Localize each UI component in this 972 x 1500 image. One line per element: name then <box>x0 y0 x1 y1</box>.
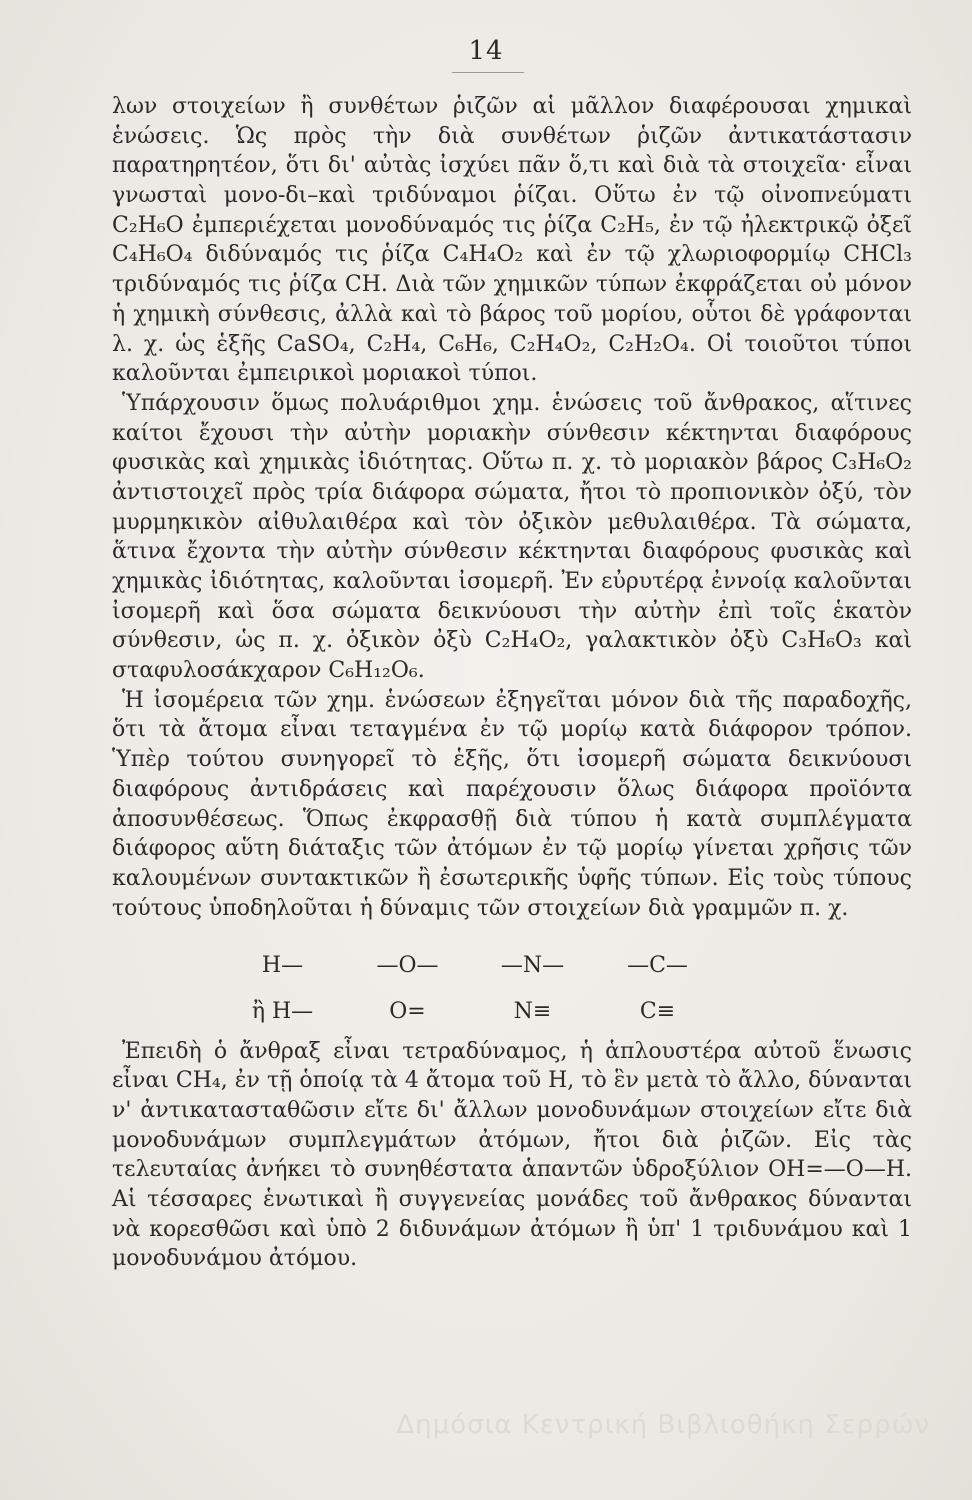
structure-row-multiple-bonds <box>220 993 720 1031</box>
structure-row-single-bonds <box>220 933 720 993</box>
page-number: 14 <box>468 36 504 66</box>
valence-structure-table <box>220 933 720 1030</box>
structure-carbon: —C— <box>627 953 688 979</box>
body-text <box>112 92 912 1274</box>
paragraph-structural-formulas: Ἡ ἰσομέρεια τῶν χημ. ἑνώσεων ἐξηγεῖται μόνον διὰ τῆς παραδοχῆς, ὅτι τὰ ἄτομα εἶναι τεταγμένα ἐν τῷ μορίῳ κατὰ διάφορον τρόπον. Ὑπὲρ τούτου συνηγορεῖ τὸ ἑξῆς, ὅτι ἰσομερῆ σώματα δεικνύουσι διαφόρους ἀντιδράσεις καὶ παρέχουσιν ὅλως διάφορα προϊόντα ἀποσυνθέσεως. Ὅπως ἐκφρασθῇ διὰ τύπου ἡ κατὰ συμπλέγματα διάφορος αὕτη διάταξις τῶν ἀτόμων ἐν τῷ μορίῳ γίνεται χρῆσις τῶν καλουμένων συντακτικῶν ἢ ἐσωτερικῆς ὑφῆς τύπων. Εἰς τοὺς τύπους τούτους ὑποδηλοῦται ἡ δύναμις τῶν στοιχείων διὰ γραμμῶν π. χ. <box>112 687 912 921</box>
structure-oxygen: —O— <box>376 953 439 979</box>
page-number-rule <box>452 72 524 73</box>
structure-nitrogen-triple: N≡ <box>513 998 552 1024</box>
structure-carbon-triple: C≡ <box>639 998 676 1024</box>
structure-hydrogen-alt: ἢ H— <box>251 998 314 1024</box>
library-watermark: Δημόσια Κεντρική Βιβλιοθήκη Σερρών <box>396 1410 930 1440</box>
structure-oxygen-double: O= <box>389 998 426 1024</box>
paragraph-radicals: λων στοιχείων ἢ συνθέτων ῥιζῶν αἱ μᾶλλον διαφέρουσαι χημικαὶ ἑνώσεις. Ὡς πρὸς τὴν διὰ συνθέτων ῥιζῶν ἀντικατάστασιν παρατηρητέον, ὅτι δι' αὐτὰς ἰσχύει πᾶν ὅ,τι καὶ διὰ τὰ στοιχεῖα· εἶναι γνωσταὶ μονο-δι–καὶ τριδύναμοι ῥίζαι. Οὕτω ἐν τῷ οἰνοπνεύματι C₂H₆O ἐμπεριέχεται μονοδύναμός τις ῥίζα C₂H₅, ἐν τῷ ἠλεκτρικῷ ὀξεῖ C₄H₆O₄ διδύναμός τις ῥίζα C₄H₄O₂ καὶ ἐν τῷ χλωριοφορμίῳ CHCl₃ τριδύναμός τις ῥίζα CH. Διὰ τῶν χημικῶν τύπων ἐκφράζεται οὐ μόνον ἡ χημικὴ σύνθεσις, ἀλλὰ καὶ τὸ βάρος τοῦ μορίου, οὗτοι δὲ γράφονται λ. χ. ὡς ἑξῆς CaSO₄, C₂H₄, C₆H₆, C₂H₄O₂, C₂H₂O₄. Οἱ τοιοῦτοι τύποι καλοῦνται ἐμπειρικοὶ μοριακοὶ τύποι. <box>112 94 912 387</box>
paragraph-carbon-valence: Ἐπειδὴ ὁ ἄνθραξ εἶναι τετραδύναμος, ἡ ἁπλουστέρα αὐτοῦ ἕνωσις εἶναι CH₄, ἐν τῇ ὁποίᾳ τὰ 4 ἄτομα τοῦ H, τὸ ἓν μετὰ τὸ ἄλλο, δύνανται ν' ἀντικατασταθῶσιν εἴτε δι' ἄλλων μονοδυνάμων στοιχείων εἴτε διὰ μονοδυνάμων συμπλεγμάτων ἀτόμων, ἤτοι διὰ ῥιζῶν. Εἰς τὰς τελευταίας ἀνήκει τὸ συνηθέστατα ἁπαντῶν ὑδροξύλιον OH=—O—H. Αἱ τέσσαρες ἑνωτικαὶ ἢ συγγενείας μονάδες τοῦ ἄνθρακος δύνανται νὰ κορεσθῶσι καὶ ὑπὸ 2 διδυνάμων ἀτόμων ἢ ὑπ' 1 τριδυνάμου καὶ 1 μονοδυνάμου ἀτόμου. <box>112 1038 912 1272</box>
paragraph-isomers: Ὑπάρχουσιν ὅμως πολυάριθμοι χημ. ἑνώσεις τοῦ ἄνθρακος, αἵτινες καίτοι ἔχουσι τὴν αὐτὴν μοριακὴν σύνθεσιν κέκτηνται διαφόρους φυσικὰς καὶ χημικὰς ἰδιότητας. Οὕτω π. χ. τὸ μοριακὸν βάρος C₃H₆O₂ ἀντιστοιχεῖ πρὸς τρία διάφορα σώματα, ἤτοι τὸ προπιονικὸν ὀξύ, τὸν μυρμηκικὸν αἰθυλαιθέρα καὶ τὸν ὀξικὸν μεθυλαιθέρα. Τὰ σώματα, ἅτινα ἔχοντα τὴν αὐτὴν σύνθεσιν κέκτηνται διαφόρους φυσικὰς καὶ χημικὰς ἰδιότητας, καλοῦνται ἰσομερῆ. Ἐν εὐρυτέρᾳ ἐννοίᾳ καλοῦνται ἰσομερῆ καὶ ὅσα σώματα δεικνύουσι τὴν αὐτὴν ἐπὶ τοῖς ἑκατὸν σύνθεσιν, ὡς π. χ. ὀξικὸν ὀξὺ C₂H₄O₂, γαλακτικὸν ὀξὺ C₃H₆O₃ καὶ σταφυλοσάκχαρον C₆H₁₂O₆. <box>112 390 912 684</box>
structure-hydrogen: H— <box>261 953 304 979</box>
structure-nitrogen: —N— <box>500 953 565 979</box>
